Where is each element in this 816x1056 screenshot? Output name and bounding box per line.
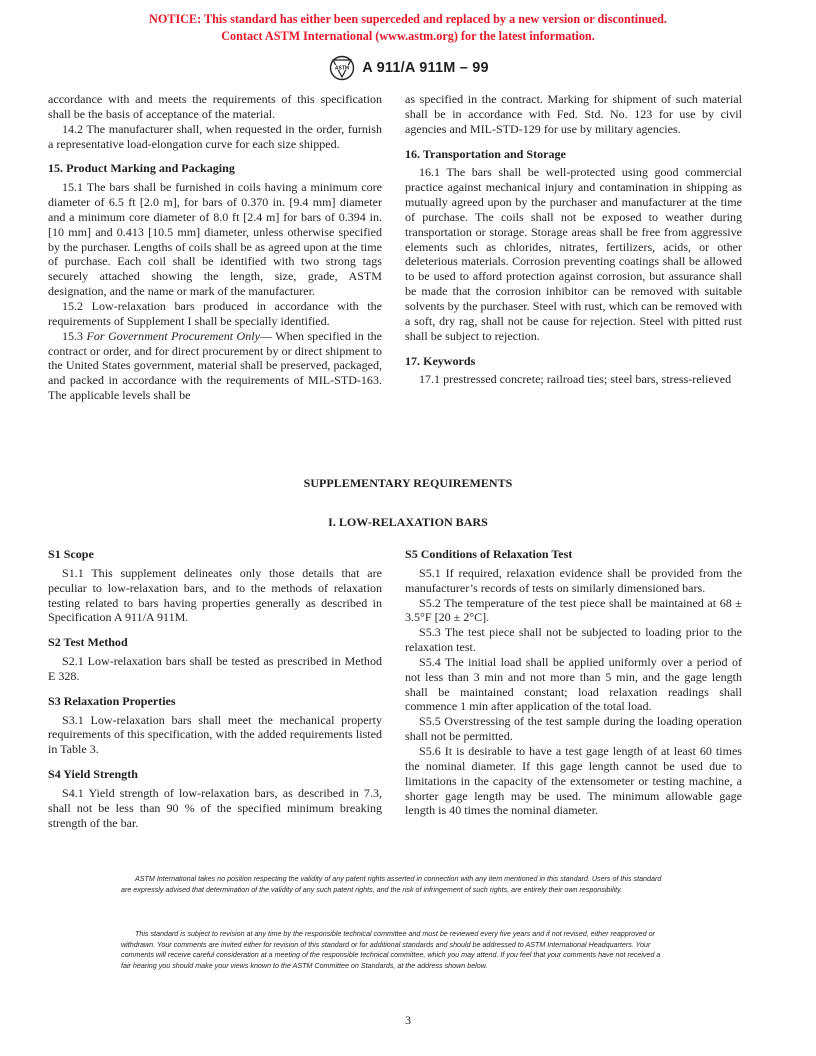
paragraph-s4-1: S4.1 Yield strength of low-relaxation bars, as described in 7.3, shall not be less than 90 % of the specified minimum breaking strength of the bar.: [48, 785, 382, 830]
notice-banner: [0, 11, 816, 44]
paragraph-s5-3: S5.3 The test piece shall not be subjected to loading prior to the relaxation test.: [405, 625, 742, 655]
left-column-bottom: [48, 547, 382, 831]
s3-heading: S3 Relaxation Properties: [48, 693, 176, 708]
section-16-heading: 16. Transportation and Storage: [405, 146, 566, 161]
paragraph-s5-6: S5.6 It is desirable to have a test gage length of at least 60 times the nominal diameter. If this gage length cannot be used due to limitations in the capacity of the extensometer or testing machine, a shorter gage length may be used. The minimum allowable gage length is 40 times the nominal diameter.: [405, 743, 742, 818]
paragraph-14-2: 14.2 The manufacturer shall, when requested in the order, furnish a representative load-elongation curve for each size shipped.: [48, 121, 382, 151]
right-column-bottom: [405, 547, 742, 818]
paragraph-15-1: 15.1 The bars shall be furnished in coils having a minimum core diameter of 6.5 ft [2.0 m], for bars of 0.370 in. [9.4 mm] diameter and a minimum core diameter of 8.0 ft [2.4 m] for bars of 0.394 in. [10 mm] and 0.413 [10.5 mm] diameter, unless otherwise specified by the purchaser. Lengths of coils shall be as agreed upon at the time of purchase. Each coil shall be identified with two strong tags securely attached showing the length, size, grade, ASTM designation, and the name or mark of the manufacturer.: [48, 180, 382, 299]
paragraph-s1-1: S1.1 This supplement delineates only those details that are peculiar to low-relaxation bars, and to the methods of relaxation testing related to bars having properties generally as described in Specification A 911/A 911M.: [48, 565, 382, 625]
standard-header: [0, 55, 816, 81]
patent-rights-footnote: [121, 874, 667, 895]
paragraph-15-3-italic: For Government Procurement Only: [86, 328, 260, 343]
revision-text: This standard is subject to revision at any time by the responsible technical committee and must be reviewed every five years and if not revised, either reapproved or withdrawn. Your comments are invited either for revision of this standard or for additional standards and should be addressed to ASTM International Headquarters. Your comments will receive careful consideration at a meeting of the responsible technical committee, which you may attend. If you feel that your comments have not received a fair hearing you should make your views known to the ASTM Committee on Standards, at the address shown below.: [121, 930, 661, 970]
s5-heading: S5 Conditions of Relaxation Test: [405, 547, 573, 561]
astm-logo-icon: [327, 55, 357, 81]
left-column-top: [48, 92, 382, 403]
paragraph-15-3: [48, 329, 382, 403]
paragraph-15-3-text: — When specified in the contract or order, and for direct procurement by or direct shipment to the United States government, material shall be preserved, packaged, and packed in accordance with the requirements of MIL-STD-163. The applicable levels shall be: [48, 328, 382, 403]
s4-heading: S4 Yield Strength: [48, 767, 138, 782]
notice-line-2: Contact ASTM International (www.astm.org) for the latest information.: [221, 28, 595, 43]
paragraph-s3-1: S3.1 Low-relaxation bars shall meet the mechanical property requirements of this specification, with the added requirements listed in Table 3.: [48, 712, 382, 757]
standard-designation: A 911/A 911M – 99: [362, 60, 489, 76]
low-relaxation-bars-subtitle: I. LOW-RELAXATION BARS: [328, 515, 488, 529]
paragraph-16-1: 16.1 The bars shall be well-protected using good commercial practice against mechanical injury and contamination in shipping as mutually agreed upon by the purchaser and manufacturer at the time of purchase. The coils shall not be exposed to weather during transportation or storage. Storage areas shall be free from aggressive elements such as chlorides, nitrates, fertilizers, acids, or other deleterious materials. Corrosion preventing coatings shall be allowed to be used to afford protection against corrosion, but assurance shall be made that the corrosion inhibitor can be removed with suitable solvents by the purchaser. Steel with rust, which can be removed with a soft, dry rag, shall not be cause for rejection. Steel with pitted rust shall be subject to rejection.: [405, 165, 742, 343]
patent-rights-text: ASTM International takes no position respecting the validity of any patent rights asserted in connection with any item mentioned in this standard. Users of this standard are expressly advised that determination of the validity of any such patent rights, and the risk of infringement of such rights, are entirely their own responsibility.: [121, 875, 662, 894]
s2-heading: S2 Test Method: [48, 635, 128, 650]
paragraph-s5-5: S5.5 Overstressing of the test sample during the loading operation shall not be permitted.: [405, 714, 742, 744]
paragraph-s2-1: S2.1 Low-relaxation bars shall be tested as prescribed in Method E 328.: [48, 654, 382, 683]
paragraph-s5-2: S5.2 The temperature of the test piece shall be maintained at 68 ± 3.5°F [20 ± 2°C].: [405, 595, 742, 625]
section-15-heading: 15. Product Marking and Packaging: [48, 161, 235, 176]
paragraph-17-1: 17.1 prestressed concrete; railroad ties; steel bars, stress-relieved: [419, 372, 732, 387]
paragraph-s5-4: S5.4 The initial load shall be applied uniformly over a period of not less than 3 min and not more than 5 min, and the gage length shall be maintained constant; load relaxation readings shall commence 1 min after application of the total load.: [405, 654, 742, 714]
notice-line-1: NOTICE: This standard has either been superceded and replaced by a new version or discontinued.: [149, 12, 667, 26]
paragraph-15-2: 15.2 Low-relaxation bars produced in accordance with the requirements of Supplement I shall be specially identified.: [48, 298, 382, 328]
page-number: 3: [405, 1013, 411, 1027]
paragraph-s5-1: S5.1 If required, relaxation evidence shall be provided from the manufacturer’s records of tests on similarly dimensioned bars.: [405, 565, 742, 595]
logo-text: ASTM: [335, 65, 350, 72]
paragraph-15-3-number: 15.3: [62, 328, 87, 343]
s1-heading: S1 Scope: [48, 547, 94, 561]
revision-footnote: [121, 929, 667, 971]
section-17-heading: 17. Keywords: [405, 353, 476, 368]
supplementary-requirements-title: SUPPLEMENTARY REQUIREMENTS: [303, 476, 513, 490]
paragraph-acceptance: accordance with and meets the requirements of this specification shall be the basis of acceptance of the material.: [48, 92, 382, 121]
paragraph-marking-continued: as specified in the contract. Marking for shipment of such material shall be in accordance with Fed. Std. No. 123 for use by civil agencies and MIL-STD-129 for use by military agencies.: [405, 92, 742, 136]
right-column-top: [405, 92, 742, 387]
